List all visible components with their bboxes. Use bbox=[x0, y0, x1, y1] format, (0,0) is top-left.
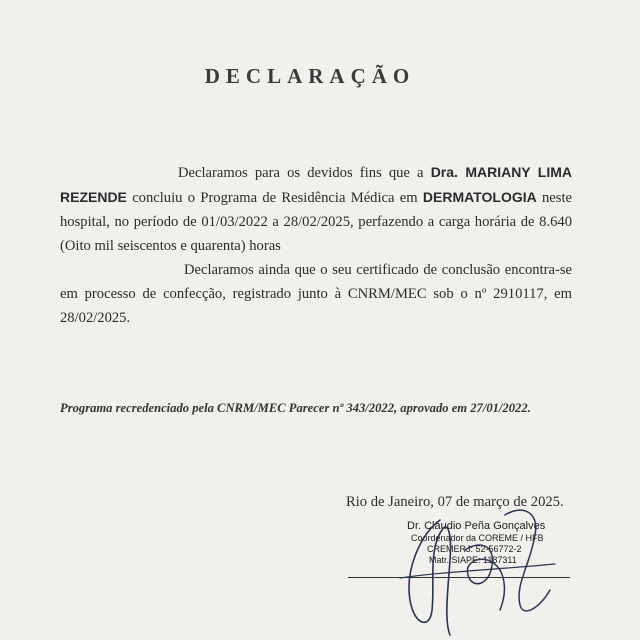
paragraph-declaration bbox=[60, 160, 572, 258]
stamp-name: Dr. Claudio Peña Gonçalves bbox=[407, 520, 546, 532]
resident-name: Dra. MARIANY LIMA REZENDE bbox=[60, 164, 573, 205]
document-body bbox=[60, 160, 572, 330]
place-date: Rio de Janeiro, 07 de março de 2025. bbox=[346, 494, 564, 510]
paragraph-certificate: Declaramos ainda que o seu certificado de conclusão encontra-se em processo de confecção, registrado junto à CNRM/MEC sob o nº 2910117, em 28/02/2025. bbox=[60, 262, 572, 326]
specialty-name: DERMATOLOGIA bbox=[422, 189, 537, 205]
paragraph1-pre: Declaramos para os devidos fins que a bbox=[178, 165, 431, 181]
handwritten-signature bbox=[380, 490, 580, 640]
paragraph1-post: neste hospital, no período de 01/03/2022 a 28/02/2025, perfazendo a carga horária de 8.640 (Oito mil seiscentos e quarenta) horas bbox=[60, 190, 572, 254]
stamp-siape: Matr. SIAPE: 1187311 bbox=[429, 555, 517, 565]
accreditation-note: Programa recredenciado pela CNRM/MEC Parecer nº 343/2022, aprovado em 27/01/2022. bbox=[60, 401, 531, 415]
document-title: DECLARAÇÃO bbox=[204, 64, 416, 88]
paragraph1-mid: concluiu o Programa de Residência Médica em bbox=[126, 190, 423, 206]
stamp-cremerj: CREMERJ: 52-56772-2 bbox=[427, 544, 522, 554]
stamp-role: Coordenador da COREME / HFB bbox=[411, 533, 544, 543]
